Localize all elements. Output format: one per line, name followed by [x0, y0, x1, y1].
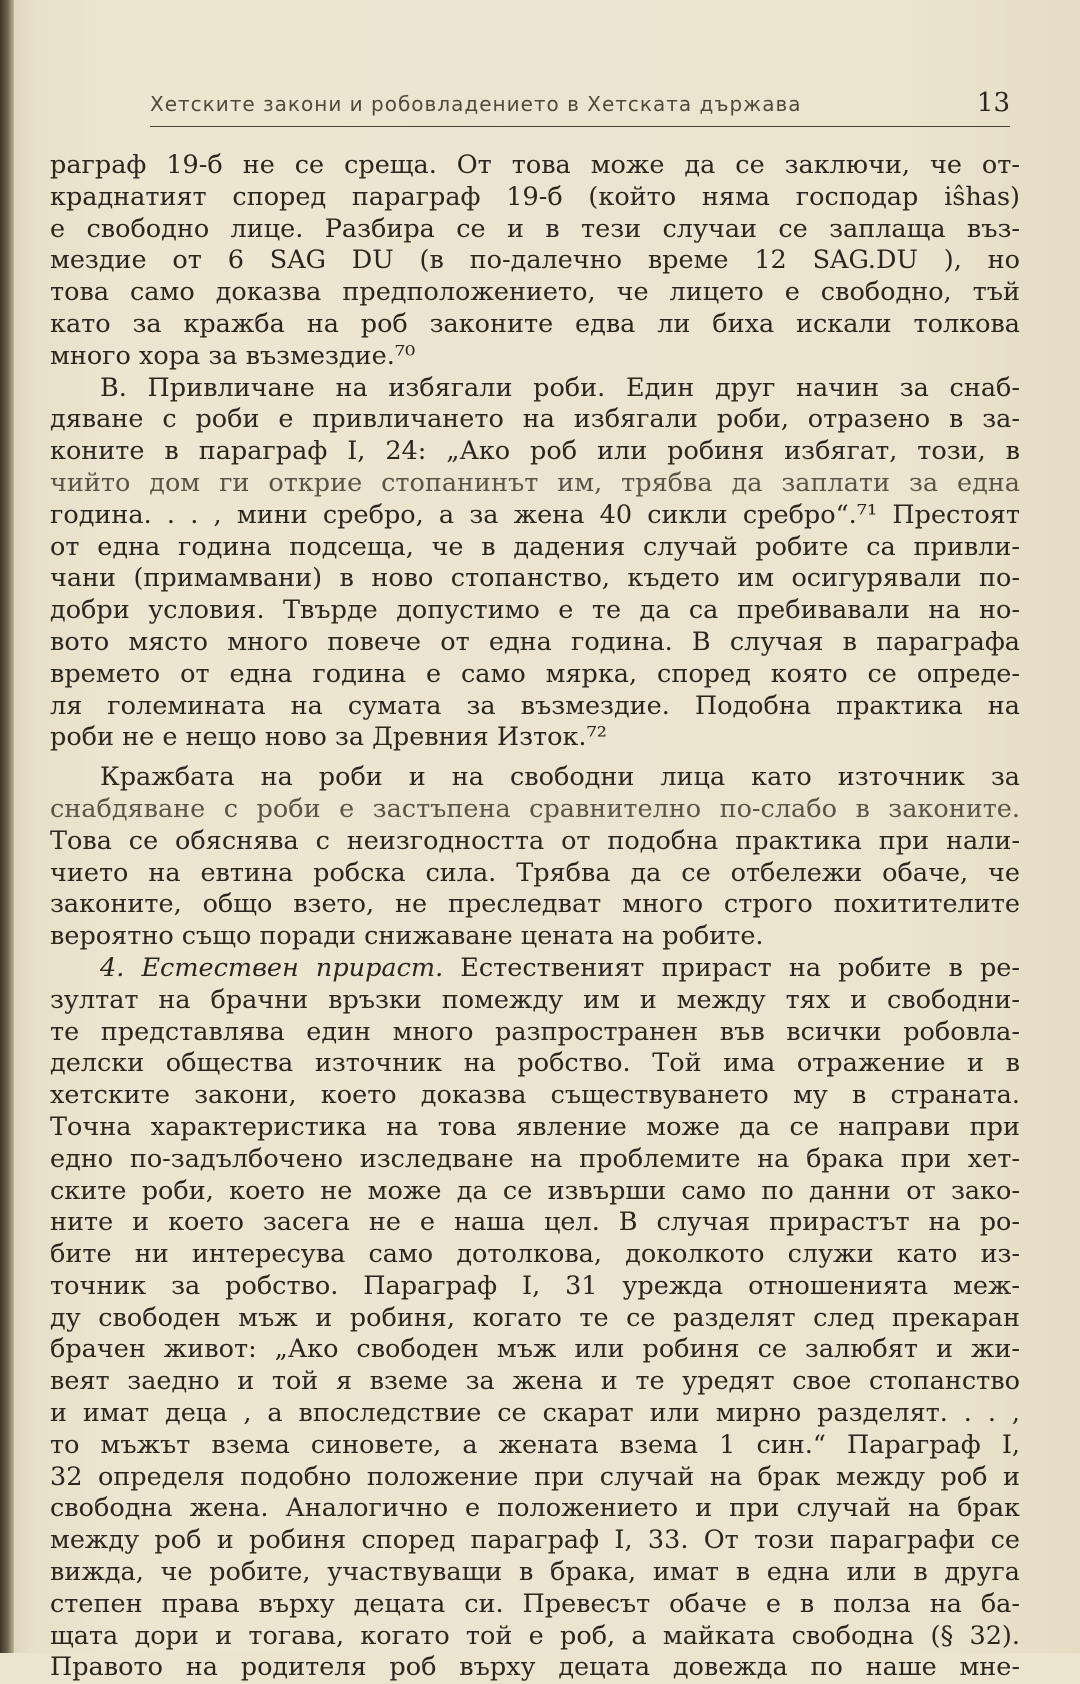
running-head: Хетските закони и робовладението в Хетската държава	[150, 92, 802, 116]
text-line: като за кражба на роб законите едва ли биха искали толкова	[50, 308, 1020, 339]
text-line: Правото на родителя роб върху децата довежда по наше мне-	[50, 1652, 1020, 1683]
text-line: Точна характеристика на това явление може да се направи при	[50, 1111, 1020, 1142]
text-line: те представлява един много разпространен във всички робовла-	[50, 1016, 1020, 1047]
text-line: от една година подсеща, че в дадения случай робите са привли-	[50, 531, 1020, 562]
text-line: година. . . , мини сребро, а за жена 40 сикли сребро“.⁷¹ Престоят	[50, 499, 1020, 530]
body-text	[50, 150, 1020, 1684]
section-heading-continuation: Естественият прираст на робите в ре-	[443, 952, 1020, 983]
text-line: вижда, че робите, участвуващи в брака, имат в една или в друга	[50, 1557, 1020, 1588]
text-line: мездие от 6 SAG DU (в по-далечно време 12 SAG.DU ), но	[50, 245, 1020, 276]
text-line: ля големината на сумата за възмездие. Подобна практика на	[50, 690, 1020, 721]
text-line: брачен живот: „Ако свободен мъж или робиня се залюбят и жи-	[50, 1334, 1020, 1365]
text-line: веят заедно и той я вземе за жена и те уредят свое стопанство	[50, 1366, 1020, 1397]
text-line: зултат на брачни връзки помежду им и между тях и свободни-	[50, 984, 1020, 1015]
text-line: ду свободен мъж и робиня, когато те се разделят след прекаран	[50, 1302, 1020, 1333]
text-line: едно по-задълбочено изследване на проблемите на брака при хет-	[50, 1143, 1020, 1174]
text-line: чийто дом ги открие стопанинът им, трябва да заплати за една	[50, 467, 1020, 498]
book-spine-shadow	[0, 0, 14, 1653]
text-line: вероятно също поради снижаване цената на робите.	[50, 921, 764, 952]
text-line: точник за робство. Параграф I, 31 урежда отношенията меж-	[50, 1270, 1020, 1301]
text-line: Това се обяснява с неизгодността от подобна практика при нали-	[50, 825, 1020, 856]
text-line: то мъжът взема синовете, а жената взема 1 син.“ Параграф I,	[50, 1429, 1020, 1460]
text-line: ните и което засега не е наша цел. В случая прирастът на ро-	[50, 1207, 1020, 1238]
text-line: и имат деца , а впоследствие се скарат или мирно разделят. . . ,	[50, 1398, 1020, 1429]
text-line: В. Привличане на избягали роби. Един друг начин за снаб-	[100, 372, 1020, 403]
text-line: времето от една година е само мярка, според която се опреде-	[50, 658, 1020, 689]
text-line: степен права върху децата си. Превесът обаче е в полза на ба-	[50, 1588, 1020, 1619]
section-heading: 4. Естествен прираст.	[100, 952, 444, 983]
text-line: чието на евтина робска сила. Трябва да се отбележи обаче, че	[50, 857, 1020, 888]
page-number: 13	[976, 88, 1010, 118]
text-line: снабдяване с роби е застъпена сравнително по-слабо в законите.	[50, 793, 1020, 824]
text-line: Кражбата на роби и на свободни лица като източник за	[100, 762, 1020, 793]
text-line: хетските закони, което доказва съществуването му в страната.	[50, 1080, 1020, 1111]
text-line: коните в параграф I, 24: „Ако роб или робиня избягат, този, в	[50, 436, 1020, 467]
text-line: добри условия. Твърде допустимо е те да са пребивавали на но-	[50, 595, 1020, 626]
page-header	[150, 90, 1010, 127]
text-line: дяване с роби е привличането на избягали роби, отразено в за-	[50, 404, 1020, 435]
text-line: краднатият според параграф 19-б (който няма господар iŝhas)	[50, 181, 1020, 212]
text-line: роби не е нещо ново за Древния Изток.⁷²	[50, 722, 607, 753]
text-line	[50, 953, 1020, 985]
text-line: ските роби, което не може да се извърши само по данни от зако-	[50, 1175, 1020, 1206]
text-line: 32 определя подобно положение при случай на брак между роб и	[50, 1461, 1020, 1492]
text-line: чани (примамвани) в ново стопанство, където им осигурявали по-	[50, 563, 1020, 594]
text-line: това само доказва предположението, че лицето е свободно, тъй	[50, 277, 1020, 308]
text-line: раграф 19-б не се среща. От това може да се заключи, че от-	[50, 150, 1020, 180]
text-line: щата дори и тогава, когато той е роб, а майката свободна (§ 32).	[50, 1620, 1020, 1651]
text-line: свободна жена. Аналогично е положението и при случай на брак	[50, 1493, 1020, 1524]
text-line: много хора за възмездие.⁷⁰	[50, 340, 416, 371]
text-line: делски общества източник на робство. Той има отражение и в	[50, 1048, 1020, 1079]
text-line: вото място много повече от една година. В случая в параграфа	[50, 626, 1020, 657]
text-line: бите ни интересува само дотолкова, доколкото служи като из-	[50, 1239, 1020, 1270]
paragraph-gap	[50, 754, 1020, 762]
text-line: законите, общо взето, не преследват много строго похитителите	[50, 889, 1020, 920]
text-line: е свободно лице. Разбира се и в тези случаи се заплаща въз-	[50, 213, 1020, 244]
text-line: между роб и робиня според параграф I, 33. От този параграфи се	[50, 1525, 1020, 1556]
